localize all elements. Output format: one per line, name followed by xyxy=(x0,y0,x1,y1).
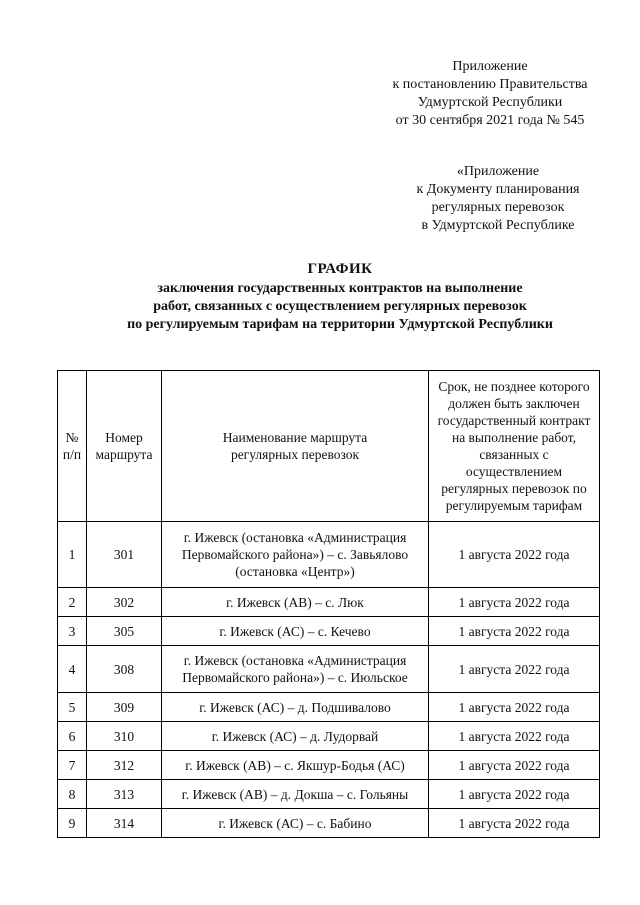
row-route-number: 308 xyxy=(87,646,162,693)
row-no: 8 xyxy=(58,780,87,809)
header-no: № п/п xyxy=(58,371,87,522)
appendix-main-line: Удмуртской Республики xyxy=(417,95,563,110)
title-line: работ, связанных с осуществлением регулярных перевозок xyxy=(153,299,527,314)
row-route-name: г. Ижевск (АС) – с. Бабино xyxy=(162,809,429,838)
appendix-sub-block xyxy=(383,163,613,235)
appendix-main-block xyxy=(360,58,620,130)
appendix-sub-line: «Приложение xyxy=(456,164,540,179)
table-row xyxy=(58,522,600,588)
appendix-sub-line: регулярных перевозок xyxy=(431,200,565,215)
table-row xyxy=(58,588,600,617)
title-line: заключения государственных контрактов на выполнение xyxy=(157,281,523,296)
row-route-name: г. Ижевск (АС) – с. Кечево xyxy=(162,617,429,646)
row-deadline: 1 августа 2022 года xyxy=(429,646,600,693)
title-heading: ГРАФИК xyxy=(307,261,373,277)
row-deadline: 1 августа 2022 года xyxy=(429,780,600,809)
document-title xyxy=(60,258,620,334)
row-route-number: 314 xyxy=(87,809,162,838)
row-no: 5 xyxy=(58,693,87,722)
table-header-row xyxy=(58,371,600,522)
row-route-number: 312 xyxy=(87,751,162,780)
appendix-main-line: Приложение xyxy=(452,59,528,74)
table-row xyxy=(58,693,600,722)
schedule-table xyxy=(57,370,600,838)
row-deadline: 1 августа 2022 года xyxy=(429,588,600,617)
table-row xyxy=(58,646,600,693)
row-route-number: 309 xyxy=(87,693,162,722)
row-route-number: 313 xyxy=(87,780,162,809)
row-route-number: 301 xyxy=(87,522,162,588)
appendix-sub-line: к Документу планирования xyxy=(416,182,580,197)
row-deadline: 1 августа 2022 года xyxy=(429,617,600,646)
table-row xyxy=(58,780,600,809)
row-deadline: 1 августа 2022 года xyxy=(429,722,600,751)
row-route-number: 302 xyxy=(87,588,162,617)
row-route-number: 310 xyxy=(87,722,162,751)
row-route-name: г. Ижевск (АВ) – д. Докша – с. Гольяны xyxy=(162,780,429,809)
row-route-name: г. Ижевск (АС) – д. Лудорвай xyxy=(162,722,429,751)
row-no: 9 xyxy=(58,809,87,838)
table-row xyxy=(58,617,600,646)
table-row xyxy=(58,809,600,838)
row-route-name: г. Ижевск (АВ) – с. Люк xyxy=(162,588,429,617)
row-deadline: 1 августа 2022 года xyxy=(429,809,600,838)
row-deadline: 1 августа 2022 года xyxy=(429,693,600,722)
row-no: 7 xyxy=(58,751,87,780)
table-row xyxy=(58,751,600,780)
row-deadline: 1 августа 2022 года xyxy=(429,751,600,780)
row-route-name: г. Ижевск (остановка «Администрация Первомайского района») – с. Июльское xyxy=(162,646,429,693)
header-route-name: Наименование маршрута регулярных перевозок xyxy=(162,371,429,522)
row-no: 1 xyxy=(58,522,87,588)
title-line: по регулируемым тарифам на территории Удмуртской Республики xyxy=(127,317,553,332)
row-deadline: 1 августа 2022 года xyxy=(429,522,600,588)
appendix-sub-line: в Удмуртской Республике xyxy=(421,218,575,233)
row-route-name: г. Ижевск (АВ) – с. Якшур-Бодья (АС) xyxy=(162,751,429,780)
appendix-main-line: от 30 сентября 2021 года № 545 xyxy=(395,113,585,128)
row-route-name: г. Ижевск (остановка «Администрация Первомайского района») – с. Завьялово (остановка «Центр») xyxy=(162,522,429,588)
row-no: 3 xyxy=(58,617,87,646)
row-no: 2 xyxy=(58,588,87,617)
appendix-main-line: к постановлению Правительства xyxy=(392,77,588,92)
header-route-number: Номер маршрута xyxy=(87,371,162,522)
row-no: 6 xyxy=(58,722,87,751)
row-no: 4 xyxy=(58,646,87,693)
row-route-name: г. Ижевск (АС) – д. Подшивалово xyxy=(162,693,429,722)
row-route-number: 305 xyxy=(87,617,162,646)
header-deadline: Срок, не позднее которого должен быть заключен государственный контракт на выполнение работ, связанных с осуществлением регулярных перевозок по регулируемым тарифам xyxy=(429,371,600,522)
table-row xyxy=(58,722,600,751)
